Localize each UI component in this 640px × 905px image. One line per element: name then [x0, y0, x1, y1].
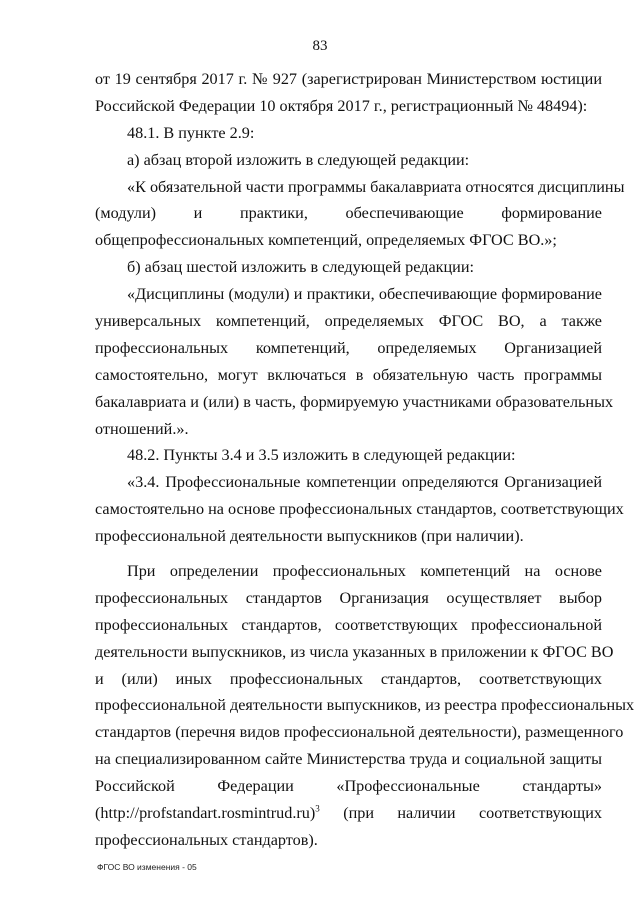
text-line: профессиональной деятельности выпускников, из реестра профессиональных	[95, 696, 635, 715]
text-line	[95, 800, 602, 827]
text-line: «Дисциплины (модули) и практики, обеспечивающие формирование	[127, 285, 602, 304]
text-line: профессиональных стандартов).	[95, 830, 318, 849]
text-line: «3.4. Профессиональные компетенции определяются Организацией	[127, 473, 602, 492]
link-text: (http://profstandart.rosmintrud.ru)	[95, 804, 316, 823]
text-line: Российской Федерации 10 октября 2017 г., регистрационный № 48494):	[95, 96, 588, 115]
text-line: б) абзац шестой изложить в следующей редакции:	[127, 258, 475, 277]
text-line: профессиональных стандартов Организация осуществляет выбор	[95, 588, 602, 607]
text-line: 48.1. В пункте 2.9:	[127, 123, 255, 142]
text-line: профессиональных стандартов, соответствующих профессиональной	[95, 615, 602, 634]
paragraph-gap	[95, 550, 602, 558]
text-line: и (или) иных профессиональных стандартов, соответствующих	[95, 669, 602, 688]
document-body	[95, 66, 635, 854]
text-line: деятельности выпускников, из числа указанных в приложении к ФГОС ВО	[95, 642, 614, 661]
text-line: самостоятельно на основе профессиональных стандартов, соответствующих	[95, 500, 624, 519]
text-line: (модули) и практики, обеспечивающие формирование	[95, 204, 602, 223]
text-line: от 19 сентября 2017 г. № 927 (зарегистрирован Министерством юстиции	[95, 70, 602, 88]
text-line: самостоятельно, могут включаться в обязательную часть программы	[95, 365, 602, 384]
page-footer: ФГОС ВО изменения - 05	[97, 862, 197, 872]
text-line: При определении профессиональных компетенций на основе	[127, 562, 602, 581]
text-line: универсальных компетенций, определяемых ФГОС ВО, а также	[95, 312, 602, 331]
text-line: профессиональных компетенций, определяемых Организацией	[95, 338, 602, 357]
text-line: 48.2. Пункты 3.4 и 3.5 изложить в следующей редакции:	[127, 446, 516, 465]
text-line: профессиональной деятельности выпускников (при наличии).	[95, 527, 524, 546]
text-line: «К обязательной части программы бакалавриата относятся дисциплины	[127, 177, 625, 196]
text-line: а) абзац второй изложить в следующей редакции:	[127, 150, 470, 169]
line-tail: (при наличии соответствующих	[319, 804, 602, 823]
text-line: стандартов (перечня видов профессиональной деятельности), размещенного	[95, 723, 624, 742]
text-line: общепрофессиональных компетенций, определяемых ФГОС ВО.»;	[95, 231, 557, 250]
footnote-marker: 3	[315, 803, 320, 814]
page-number: 83	[312, 38, 328, 54]
text-line: отношений.».	[95, 419, 189, 438]
text-line: на специализированном сайте Министерства труда и социальной защиты	[95, 750, 602, 769]
text-line: Российской Федерации «Профессиональные стандарты»	[95, 777, 602, 796]
text-line: бакалавриата и (или) в часть, формируемую участниками образовательных	[95, 392, 614, 411]
